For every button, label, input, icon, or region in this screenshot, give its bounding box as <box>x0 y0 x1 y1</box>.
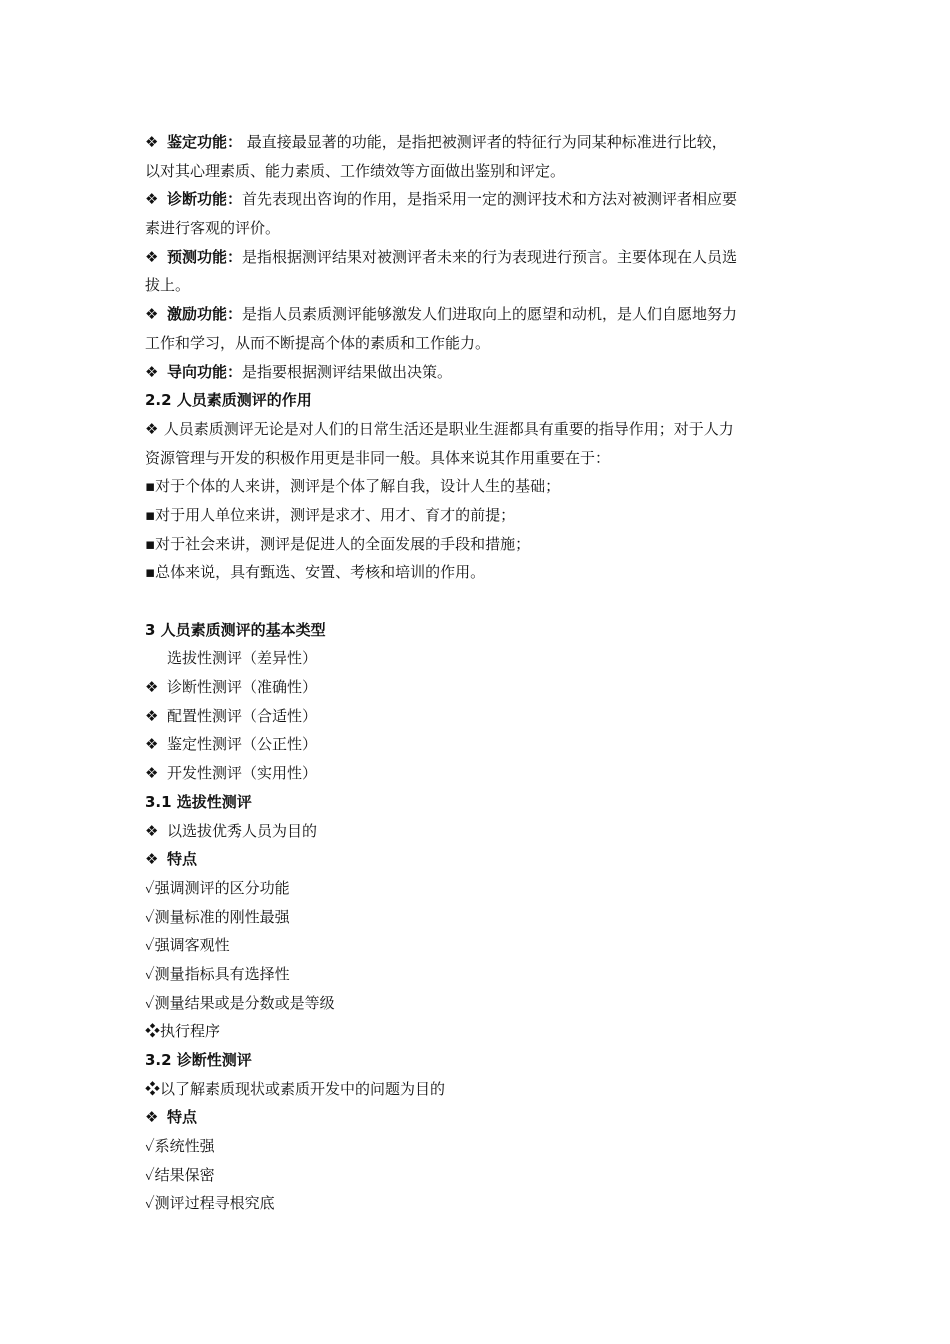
function-text-continued: 拔上。 <box>145 276 191 295</box>
diamond-bullet-icon: ❖ <box>145 678 159 697</box>
purpose-text: 以选拔优秀人员为目的 <box>167 821 318 840</box>
function-text-continued: 以对其心理素质、能力素质、工作绩效等方面做出鉴别和评定。 <box>145 161 566 180</box>
function-item-diagnosis <box>145 185 810 214</box>
function-text-continued: 工作和学习，从而不断提高个体的素质和工作能力。 <box>145 333 491 352</box>
diamond-bullet-icon: ❖ <box>145 821 159 840</box>
function-label: 预测功能： <box>167 247 243 266</box>
function-label: 诊断功能： <box>167 190 243 209</box>
type-item <box>145 730 810 759</box>
function-text: 是指要根据测评结果做出决策。 <box>242 362 453 381</box>
feature-item: ✓测量结果或是分数或是等级 <box>145 993 335 1012</box>
function-text: 是指根据测评结果对被测评者未来的行为表现进行预言。主要体现在人员选 <box>242 247 738 266</box>
function-text: 首先表现出咨询的作用，是指采用一定的测评技术和方法对被测评者相应要 <box>242 190 738 209</box>
section-heading-3-1: 3.1 选拔性测评 <box>145 792 252 811</box>
role-bullet-item: ▪对于社会来讲，测评是促进人的全面发展的手段和措施； <box>145 534 531 553</box>
role-bullet-item: ▪对于个体的人来讲，测评是个体了解自我，设计人生的基础； <box>145 477 561 496</box>
function-label: 鉴定功能： <box>167 133 243 151</box>
type-item-selection: 选拔性测评（差异性） <box>167 649 318 668</box>
section-heading-2-2: 2.2 人员素质测评的作用 <box>145 391 312 410</box>
function-item-appraisal <box>145 128 810 157</box>
intro-text: 人员素质测评无论是对人们的日常生活还是职业生涯都具有重要的指导作用；对于人力 <box>159 419 734 438</box>
diamond-bullet-icon: ❖ <box>145 247 159 266</box>
function-text: 最直接最显著的功能，是指把被测评者的特征行为同某种标准进行比较， <box>242 133 727 151</box>
diamond-bullet-icon: ❖ <box>145 419 159 438</box>
purpose-item: ❖以了解素质现状或素质开发中的问题为目的 <box>145 1079 446 1098</box>
section-heading-3: 3 人员素质测评的基本类型 <box>145 620 326 639</box>
type-text: 开发性测评（实用性） <box>167 764 318 783</box>
diamond-bullet-icon: ❖ <box>145 706 159 725</box>
feature-item: ✓测量指标具有选择性 <box>145 964 290 983</box>
feature-item: ✓系统性强 <box>145 1137 215 1156</box>
feature-item: ✓测量标准的刚性最强 <box>145 907 290 926</box>
diamond-bullet-icon: ❖ <box>145 190 159 209</box>
type-item <box>145 759 810 788</box>
features-label: 特点 <box>167 850 198 869</box>
type-text: 诊断性测评（准确性） <box>167 678 318 697</box>
diamond-bullet-icon: ❖ <box>145 850 159 869</box>
feature-item: ✓强调客观性 <box>145 936 230 955</box>
type-item <box>145 702 810 731</box>
purpose-item <box>145 817 810 846</box>
features-heading <box>145 1103 810 1132</box>
diamond-bullet-icon: ❖ <box>145 1108 159 1127</box>
diamond-bullet-icon: ❖ <box>145 133 159 151</box>
type-text: 鉴定性测评（公正性） <box>167 735 318 754</box>
feature-item: ✓测评过程寻根究底 <box>145 1194 275 1213</box>
section-heading-3-2: 3.2 诊断性测评 <box>145 1051 252 1069</box>
feature-item: ✓结果保密 <box>145 1165 215 1184</box>
features-label: 特点 <box>167 1108 198 1127</box>
diamond-bullet-icon: ❖ <box>145 362 159 381</box>
procedure-item: ❖执行程序 <box>145 1022 221 1041</box>
diamond-bullet-icon: ❖ <box>145 735 159 754</box>
type-item <box>145 673 810 702</box>
function-text: 是指人员素质测评能够激发人们进取向上的愿望和动机，是人们自愿地努力 <box>242 305 738 324</box>
role-bullet-item: ▪总体来说，具有甄选、安置、考核和培训的作用。 <box>145 563 486 582</box>
feature-item: ✓强调测评的区分功能 <box>145 878 290 897</box>
function-item-guidance <box>145 358 810 387</box>
function-item-prediction <box>145 243 810 272</box>
intro-text-continued: 资源管理与开发的积极作用更是非同一般。具体来说其作用重要在于： <box>145 448 611 467</box>
function-label: 导向功能： <box>167 362 243 381</box>
function-label: 激励功能： <box>167 305 243 324</box>
features-heading <box>145 845 810 874</box>
blank-line <box>145 587 810 616</box>
role-bullet-item: ▪对于用人单位来讲，测评是求才、用才、育才的前提； <box>145 505 516 524</box>
diamond-bullet-icon: ❖ <box>145 764 159 783</box>
function-text-continued: 素进行客观的评价。 <box>145 219 281 238</box>
function-item-motivation <box>145 300 810 329</box>
document-page <box>145 128 810 1218</box>
type-text: 配置性测评（合适性） <box>167 706 318 725</box>
section-2-2-intro <box>145 415 810 444</box>
diamond-bullet-icon: ❖ <box>145 305 159 324</box>
